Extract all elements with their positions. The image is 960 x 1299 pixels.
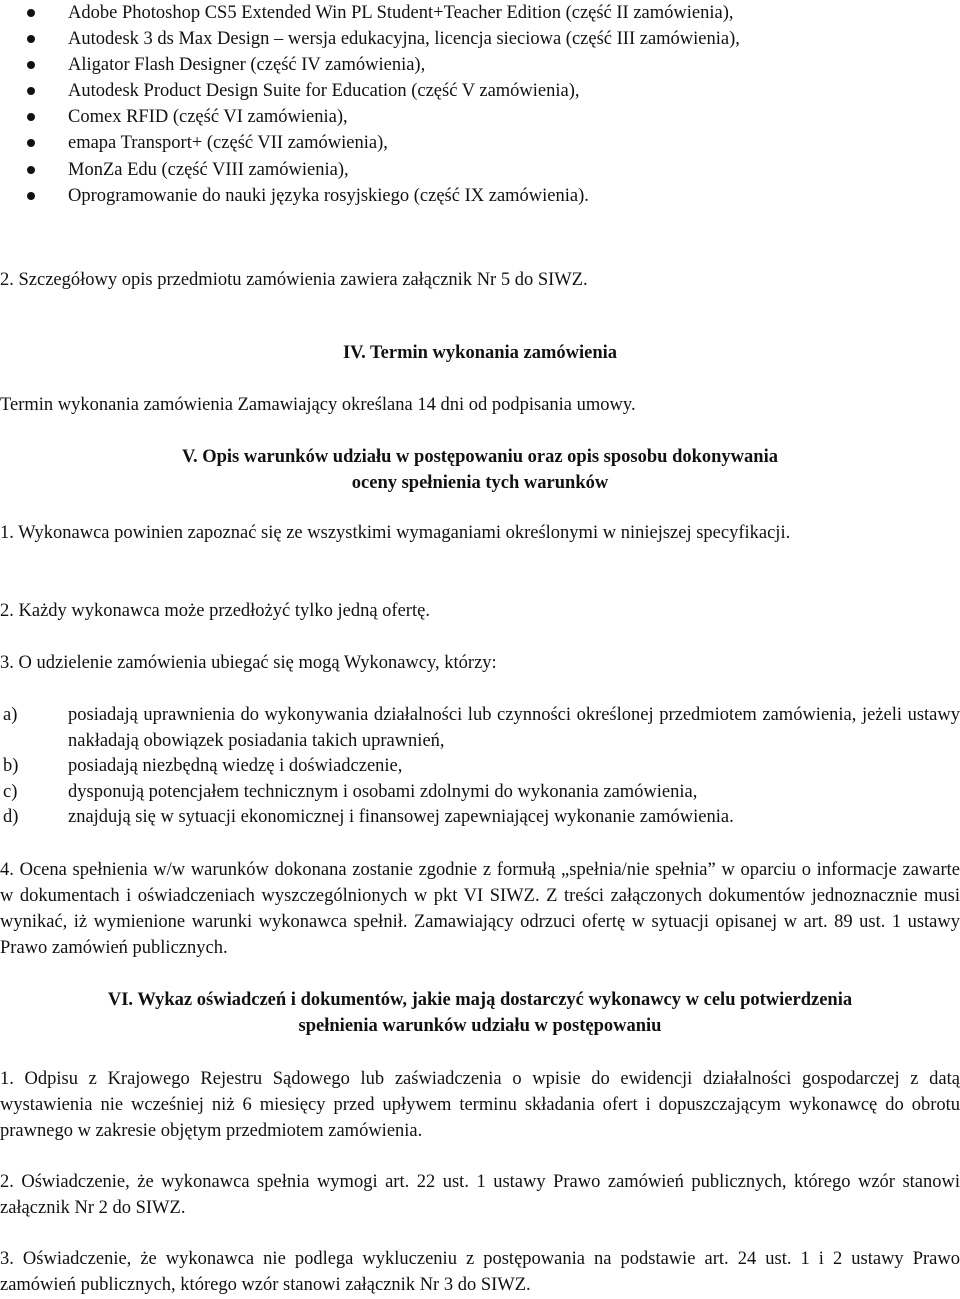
- item-label: a): [3, 705, 18, 725]
- bullet-icon: [27, 192, 35, 200]
- list-item: b) posiadają niezbędną wiedzę i doświadczenie,: [0, 754, 960, 780]
- list-item: MonZa Edu (część VIII zamówienia),: [0, 157, 960, 183]
- item-label: d): [3, 807, 19, 827]
- list-item: d) znajdują się w sytuacji ekonomicznej i finansowej zapewniającej wykonanie zamówienia.: [0, 805, 960, 831]
- list-item: emapa Transport+ (część VII zamówienia),: [0, 130, 960, 156]
- deadline-paragraph: Termin wykonania zamówienia Zamawiający określana 14 dni od podpisania umowy.: [0, 395, 636, 415]
- section-v-heading: [0, 444, 960, 496]
- description-paragraph: 2. Szczegółowy opis przedmiotu zamówienia zawiera załącznik Nr 5 do SIWZ.: [0, 270, 588, 290]
- bullet-icon: [27, 87, 35, 95]
- list-item: Autodesk 3 ds Max Design – wersja edukacyjna, licencja sieciowa (część III zamówienia),: [0, 26, 960, 52]
- bullet-icon: [27, 113, 35, 121]
- condition-paragraph-2: 2. Każdy wykonawca może przedłożyć tylko jedną ofertę.: [0, 601, 430, 621]
- document-paragraph-1: 1. Odpisu z Krajowego Rejestru Sądowego lub zaświadczenia o wpisie do ewidencji działalności gospodarczej z datą wystawienia nie wcześniej niż 6 miesięcy przed upływem terminu składania ofert i dopuszczającym wykonawcę do obrotu prawnego w zakresie objętym przedmiotem zamówienia.: [0, 1069, 960, 1141]
- section-vi-heading-line2: spełnienia warunków udziału w postępowaniu: [298, 1016, 662, 1036]
- software-parts-list: [0, 0, 960, 209]
- list-item: c) dysponują potencjałem technicznym i osobami zdolnymi do wykonania zamówienia,: [0, 780, 960, 806]
- document-paragraph-3: 3. Oświadczenie, że wykonawca nie podlega wykluczeniu z postępowania na podstawie art. 24 ust. 1 i 2 ustawy Prawo zamówień publicznych, którego wzór stanowi załącznik Nr 3 do SIWZ.: [0, 1249, 960, 1295]
- bullet-icon: [27, 9, 35, 17]
- section-vi-heading: [0, 987, 960, 1039]
- list-item: Aligator Flash Designer (część IV zamówienia),: [0, 52, 960, 78]
- condition-paragraph-1: 1. Wykonawca powinien zapoznać się ze wszystkimi wymaganiami określonymi w niniejszej specyfikacji.: [0, 523, 791, 543]
- list-item: Adobe Photoshop CS5 Extended Win PL Student+Teacher Edition (część II zamówienia),: [0, 0, 960, 26]
- list-item: Oprogramowanie do nauki języka rosyjskiego (część IX zamówienia).: [0, 183, 960, 209]
- bullet-icon: [27, 166, 35, 174]
- section-v-heading-line1: V. Opis warunków udziału w postępowaniu oraz opis sposobu dokonywania: [182, 447, 778, 467]
- bullet-icon: [27, 61, 35, 69]
- section-vi-heading-line1: VI. Wykaz oświadczeń i dokumentów, jakie mają dostarczyć wykonawcy w celu potwierdzenia: [107, 990, 853, 1010]
- list-item: Comex RFID (część VI zamówienia),: [0, 104, 960, 130]
- evaluation-paragraph: 4. Ocena spełnienia w/w warunków dokonana zostanie zgodnie z formułą „spełnia/nie spełnia” w oparciu o informacje zawarte w dokumentach i oświadczeniach wyszczególnionych w pkt VI SIWZ. Z treści załączonych dokumentów jednoznacznie musi wynikać, iż wymienione warunki wykonawca spełnił. Zamawiający odrzuci ofertę w sytuacji opisanej w art. 89 ust. 1 ustawy Prawo zamówień publicznych.: [0, 860, 960, 958]
- contractor-conditions-list: [0, 703, 960, 831]
- document-paragraph-2: 2. Oświadczenie, że wykonawca spełnia wymogi art. 22 ust. 1 ustawy Prawo zamówień publicznych, którego wzór stanowi załącznik Nr 2 do SIWZ.: [0, 1172, 960, 1218]
- item-label: b): [3, 756, 19, 776]
- section-iv-heading: IV. Termin wykonania zamówienia: [342, 343, 618, 363]
- condition-paragraph-3: 3. O udzielenie zamówienia ubiegać się mogą Wykonawcy, którzy:: [0, 653, 497, 673]
- bullet-icon: [27, 139, 35, 147]
- list-item: a) posiadają uprawnienia do wykonywania działalności lub czynności określonej przedmiotem zamówienia, jeżeli ustawy nakładają obowiązek posiadania takich uprawnień,: [3, 705, 960, 751]
- item-label: c): [3, 781, 18, 802]
- section-v-heading-line2: oceny spełnienia tych warunków: [351, 473, 609, 493]
- bullet-icon: [27, 35, 35, 43]
- list-item: Autodesk Product Design Suite for Education (część V zamówienia),: [0, 78, 960, 104]
